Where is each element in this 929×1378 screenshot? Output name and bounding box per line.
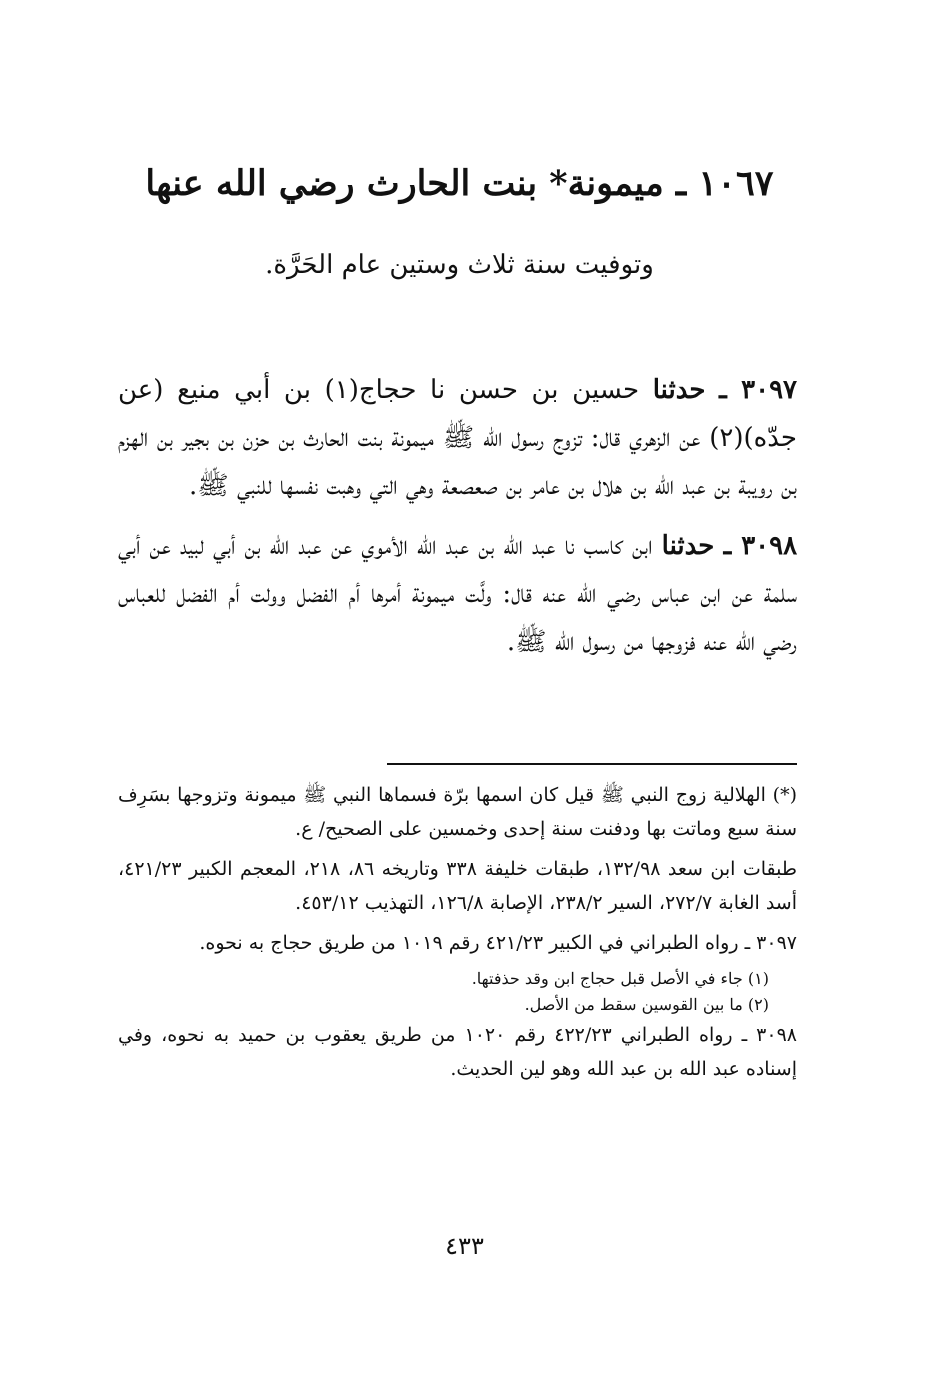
hadith-text: حسين بن حسن نا حجاج(١) بن أبي منيع (عن جدّه)(٢) عن الزهري قال: تزوج رسول الله ﷺ ميمونة بنت الحارث بن حزن بن بجير بن الهزم بن رويبة بن عبد الله بن هلال بن عامر بن صعصعة وهي التي وهبت نفسها للنبي ﷺ. bbox=[118, 375, 797, 501]
footnote-3097: ٣٠٩٧ ـ رواه الطبراني في الكبير ٤٢١/٢٣ رقم ١٠١٩ من طريق حجاج به نحوه. bbox=[199, 932, 797, 954]
hadith-3098 bbox=[118, 522, 797, 666]
footnotes bbox=[118, 778, 797, 1092]
entry-subtitle: وتوفيت سنة ثلاث وستين عام الحَرَّة. bbox=[265, 250, 654, 280]
hadith-text: ابن كاسب نا عبد الله بن عبد الله الأموي عن عبد الله بن أبي لبيد عن أبي سلمة عن ابن عباس رضي الله عنه قال: ولَّت ميمونة أمرها أم الفضل وولت أم الفضل للعباس رضي الله عنه فزوجها من رسول الله ﷺ. bbox=[118, 531, 797, 657]
hadith-number: ٣٠٩٨ ـ bbox=[723, 531, 798, 561]
hadith-body bbox=[118, 366, 797, 678]
footnote-sources: طبقات ابن سعد ١٣٢/٩٨، طبقات خليفة ٣٣٨ وتاريخه ٨٦، ٢١٨، المعجم الكبير ٤٢١/٢٣، أسد الغابة ٢٧٢/٧، السير ٢٣٨/٢، الإصابة ١٢٦/٨، التهذيب ٤٥٣/١٢. bbox=[118, 858, 798, 914]
footnote-divider bbox=[387, 763, 797, 765]
hadith-number: ٣٠٩٧ ـ bbox=[719, 375, 798, 405]
footnote-2: (٢) ما بين القوسين سقط من الأصل. bbox=[524, 995, 769, 1014]
hadith-lead: حدثنا bbox=[661, 531, 715, 561]
hadith-lead: حدثنا bbox=[652, 375, 706, 405]
hadith-3097 bbox=[118, 366, 797, 510]
footnote-1: (١) جاء في الأصل قبل حجاج ابن وقد حذفتها. bbox=[471, 969, 769, 988]
entry-title: ١٠٦٧ ـ ميمونة* بنت الحارث رضي الله عنها bbox=[145, 163, 774, 204]
footnote-star: (*) الهلالية زوج النبي ﷺ قيل كان اسمها برّة فسماها النبي ﷺ ميمونة وتزوجها بسَرِف سنة سبع وماتت بها ودفنت سنة إحدى وخمسين على الصحيح/ ع. bbox=[118, 784, 797, 840]
page-number: ٤٣٣ bbox=[445, 1232, 484, 1260]
footnote-3098: ٣٠٩٨ ـ رواه الطبراني ٤٢٢/٢٣ رقم ١٠٢٠ من طريق يعقوب بن حميد به نحوه، وفي إسناده عبد الله بن عبد الله وهو لين الحديث. bbox=[118, 1024, 797, 1080]
